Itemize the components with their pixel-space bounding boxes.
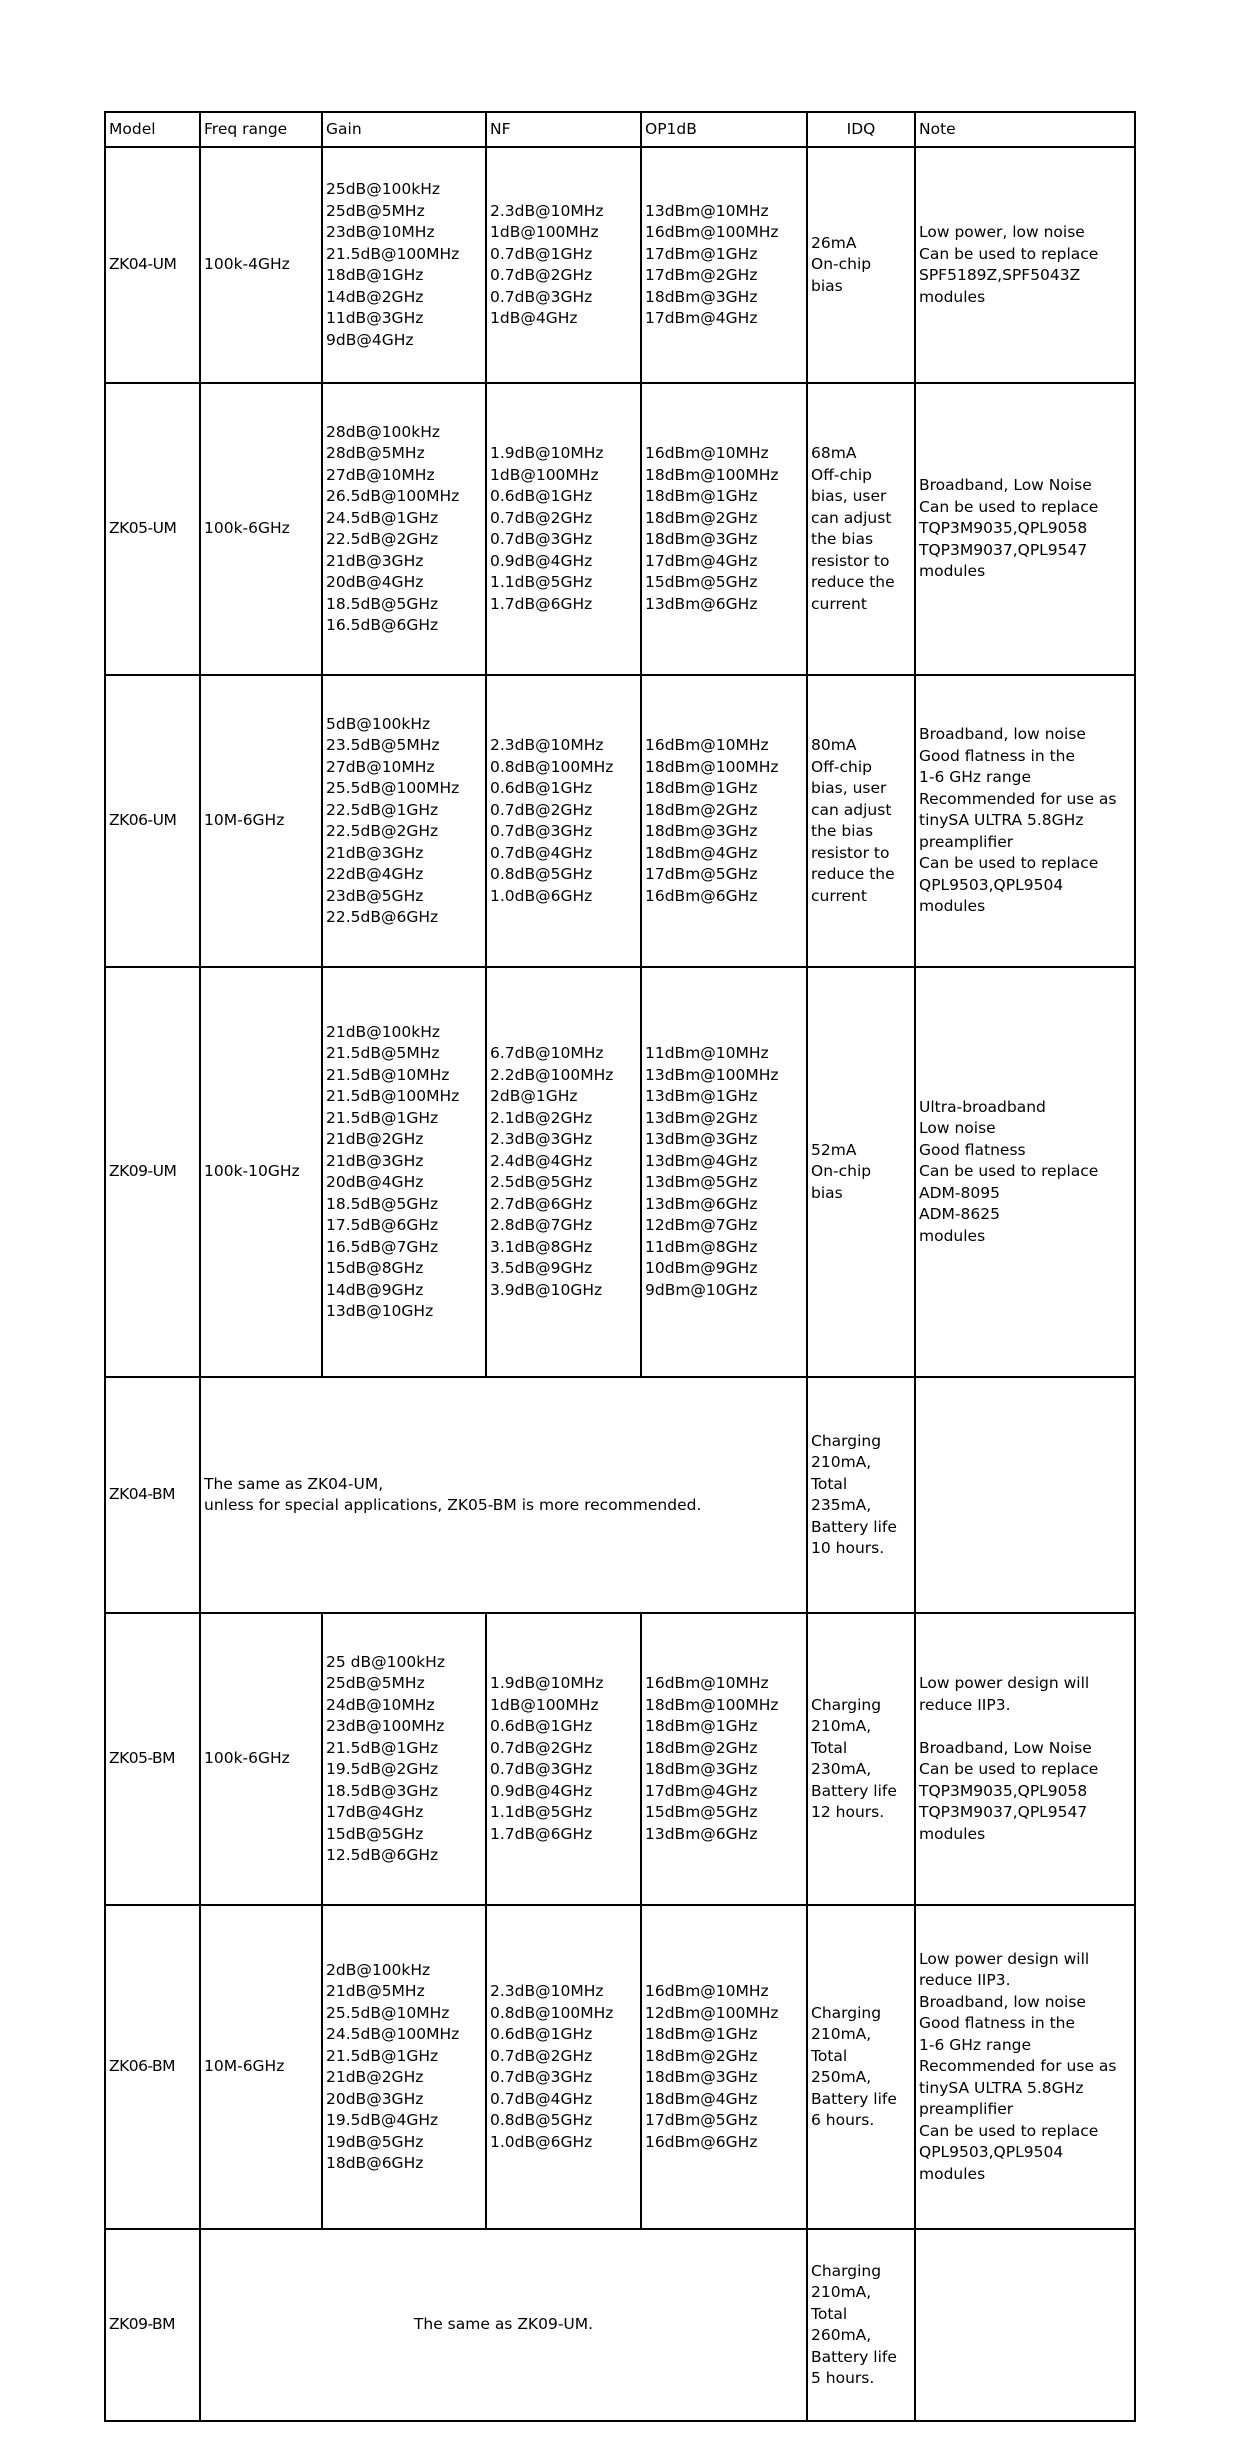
op1db-cell: 16dBm@10MHz 18dBm@100MHz 18dBm@1GHz 18dBm@2GHz 18dBm@3GHz 17dBm@4GHz 15dBm@5GHz 13dBm@6GHz	[641, 383, 807, 675]
table-row	[105, 1613, 1135, 1905]
freq-cell: 10M-6GHz	[200, 1905, 322, 2229]
model-cell: ZK06-UM	[105, 675, 200, 967]
idq-cell: 68mA Off-chip bias, user can adjust the bias resistor to reduce the current	[807, 383, 915, 675]
nf-cell: 2.3dB@10MHz 0.8dB@100MHz 0.6dB@1GHz 0.7dB@2GHz 0.7dB@3GHz 0.7dB@4GHz 0.8dB@5GHz 1.0dB@6GHz	[486, 675, 641, 967]
header-nf: NF	[486, 112, 641, 147]
op1db-cell: 11dBm@10MHz 13dBm@100MHz 13dBm@1GHz 13dBm@2GHz 13dBm@3GHz 13dBm@4GHz 13dBm@5GHz 13dBm@6GHz 12dBm@7GHz 11dBm@8GHz 10dBm@9GHz 9dBm@10GHz	[641, 967, 807, 1377]
note-cell: Low power, low noise Can be used to replace SPF5189Z,SPF5043Z modules	[915, 147, 1135, 383]
idq-cell: 26mA On-chip bias	[807, 147, 915, 383]
gain-cell: 2dB@100kHz 21dB@5MHz 25.5dB@10MHz 24.5dB@100MHz 21.5dB@1GHz 21dB@2GHz 20dB@3GHz 19.5dB@4GHz 19dB@5GHz 18dB@6GHz	[322, 1905, 486, 2229]
model-cell: ZK09-BM	[105, 2229, 200, 2421]
table-header-row	[105, 112, 1135, 147]
gain-cell: 21dB@100kHz 21.5dB@5MHz 21.5dB@10MHz 21.5dB@100MHz 21.5dB@1GHz 21dB@2GHz 21dB@3GHz 20dB@4GHz 18.5dB@5GHz 17.5dB@6GHz 16.5dB@7GHz 15dB@8GHz 14dB@9GHz 13dB@10GHz	[322, 967, 486, 1377]
header-gain: Gain	[322, 112, 486, 147]
gain-cell: 25dB@100kHz 25dB@5MHz 23dB@10MHz 21.5dB@100MHz 18dB@1GHz 14dB@2GHz 11dB@3GHz 9dB@4GHz	[322, 147, 486, 383]
table-row	[105, 967, 1135, 1377]
freq-cell: 100k-10GHz	[200, 967, 322, 1377]
note-cell	[915, 2229, 1135, 2421]
idq-cell: Charging 210mA, Total 230mA, Battery life 12 hours.	[807, 1613, 915, 1905]
op1db-cell: 16dBm@10MHz 18dBm@100MHz 18dBm@1GHz 18dBm@2GHz 18dBm@3GHz 18dBm@4GHz 17dBm@5GHz 16dBm@6GHz	[641, 675, 807, 967]
idq-cell: Charging 210mA, Total 250mA, Battery life 6 hours.	[807, 1905, 915, 2229]
op1db-cell: 16dBm@10MHz 12dBm@100MHz 18dBm@1GHz 18dBm@2GHz 18dBm@3GHz 18dBm@4GHz 17dBm@5GHz 16dBm@6GHz	[641, 1905, 807, 2229]
table-row	[105, 675, 1135, 967]
merged-description-cell: The same as ZK09-UM.	[200, 2229, 807, 2421]
model-cell: ZK06-BM	[105, 1905, 200, 2229]
note-cell: Low power design will reduce IIP3. Broadband, low noise Good flatness in the 1-6 GHz range Recommended for use as tinySA ULTRA 5.8GHz preamplifier Can be used to replace QPL9503,QPL9504 modules	[915, 1905, 1135, 2229]
merged-description-cell: The same as ZK04-UM, unless for special applications, ZK05-BM is more recommended.	[200, 1377, 807, 1613]
note-cell	[915, 1377, 1135, 1613]
nf-cell: 1.9dB@10MHz 1dB@100MHz 0.6dB@1GHz 0.7dB@2GHz 0.7dB@3GHz 0.9dB@4GHz 1.1dB@5GHz 1.7dB@6GHz	[486, 383, 641, 675]
note-cell: Broadband, low noise Good flatness in the 1-6 GHz range Recommended for use as tinySA ULTRA 5.8GHz preamplifier Can be used to replace QPL9503,QPL9504 modules	[915, 675, 1135, 967]
header-note: Note	[915, 112, 1135, 147]
idq-cell: Charging 210mA, Total 260mA, Battery life 5 hours.	[807, 2229, 915, 2421]
table-row	[105, 383, 1135, 675]
header-idq: IDQ	[807, 112, 915, 147]
op1db-cell: 16dBm@10MHz 18dBm@100MHz 18dBm@1GHz 18dBm@2GHz 18dBm@3GHz 17dBm@4GHz 15dBm@5GHz 13dBm@6GHz	[641, 1613, 807, 1905]
freq-cell: 100k-4GHz	[200, 147, 322, 383]
nf-cell: 2.3dB@10MHz 1dB@100MHz 0.7dB@1GHz 0.7dB@2GHz 0.7dB@3GHz 1dB@4GHz	[486, 147, 641, 383]
table-row	[105, 147, 1135, 383]
freq-cell: 100k-6GHz	[200, 383, 322, 675]
header-freq-range: Freq range	[200, 112, 322, 147]
header-model: Model	[105, 112, 200, 147]
idq-cell: Charging 210mA, Total 235mA, Battery life 10 hours.	[807, 1377, 915, 1613]
freq-cell: 10M-6GHz	[200, 675, 322, 967]
amplifier-spec-table	[104, 111, 1136, 2422]
model-cell: ZK04-BM	[105, 1377, 200, 1613]
table-row	[105, 2229, 1135, 2421]
nf-cell: 6.7dB@10MHz 2.2dB@100MHz 2dB@1GHz 2.1dB@2GHz 2.3dB@3GHz 2.4dB@4GHz 2.5dB@5GHz 2.7dB@6GHz 2.8dB@7GHz 3.1dB@8GHz 3.5dB@9GHz 3.9dB@10GHz	[486, 967, 641, 1377]
model-cell: ZK09-UM	[105, 967, 200, 1377]
gain-cell: 28dB@100kHz 28dB@5MHz 27dB@10MHz 26.5dB@100MHz 24.5dB@1GHz 22.5dB@2GHz 21dB@3GHz 20dB@4GHz 18.5dB@5GHz 16.5dB@6GHz	[322, 383, 486, 675]
gain-cell: 5dB@100kHz 23.5dB@5MHz 27dB@10MHz 25.5dB@100MHz 22.5dB@1GHz 22.5dB@2GHz 21dB@3GHz 22dB@4GHz 23dB@5GHz 22.5dB@6GHz	[322, 675, 486, 967]
idq-cell: 80mA Off-chip bias, user can adjust the bias resistor to reduce the current	[807, 675, 915, 967]
model-cell: ZK05-BM	[105, 1613, 200, 1905]
gain-cell: 25 dB@100kHz 25dB@5MHz 24dB@10MHz 23dB@100MHz 21.5dB@1GHz 19.5dB@2GHz 18.5dB@3GHz 17dB@4GHz 15dB@5GHz 12.5dB@6GHz	[322, 1613, 486, 1905]
table-row	[105, 1905, 1135, 2229]
note-cell: Ultra-broadband Low noise Good flatness Can be used to replace ADM-8095 ADM-8625 modules	[915, 967, 1135, 1377]
freq-cell: 100k-6GHz	[200, 1613, 322, 1905]
model-cell: ZK05-UM	[105, 383, 200, 675]
op1db-cell: 13dBm@10MHz 16dBm@100MHz 17dBm@1GHz 17dBm@2GHz 18dBm@3GHz 17dBm@4GHz	[641, 147, 807, 383]
model-cell: ZK04-UM	[105, 147, 200, 383]
nf-cell: 1.9dB@10MHz 1dB@100MHz 0.6dB@1GHz 0.7dB@2GHz 0.7dB@3GHz 0.9dB@4GHz 1.1dB@5GHz 1.7dB@6GHz	[486, 1613, 641, 1905]
idq-cell: 52mA On-chip bias	[807, 967, 915, 1377]
header-op1db: OP1dB	[641, 112, 807, 147]
note-cell: Broadband, Low Noise Can be used to replace TQP3M9035,QPL9058 TQP3M9037,QPL9547 modules	[915, 383, 1135, 675]
note-cell: Low power design will reduce IIP3. Broadband, Low Noise Can be used to replace TQP3M9035,QPL9058 TQP3M9037,QPL9547 modules	[915, 1613, 1135, 1905]
table-row	[105, 1377, 1135, 1613]
nf-cell: 2.3dB@10MHz 0.8dB@100MHz 0.6dB@1GHz 0.7dB@2GHz 0.7dB@3GHz 0.7dB@4GHz 0.8dB@5GHz 1.0dB@6GHz	[486, 1905, 641, 2229]
